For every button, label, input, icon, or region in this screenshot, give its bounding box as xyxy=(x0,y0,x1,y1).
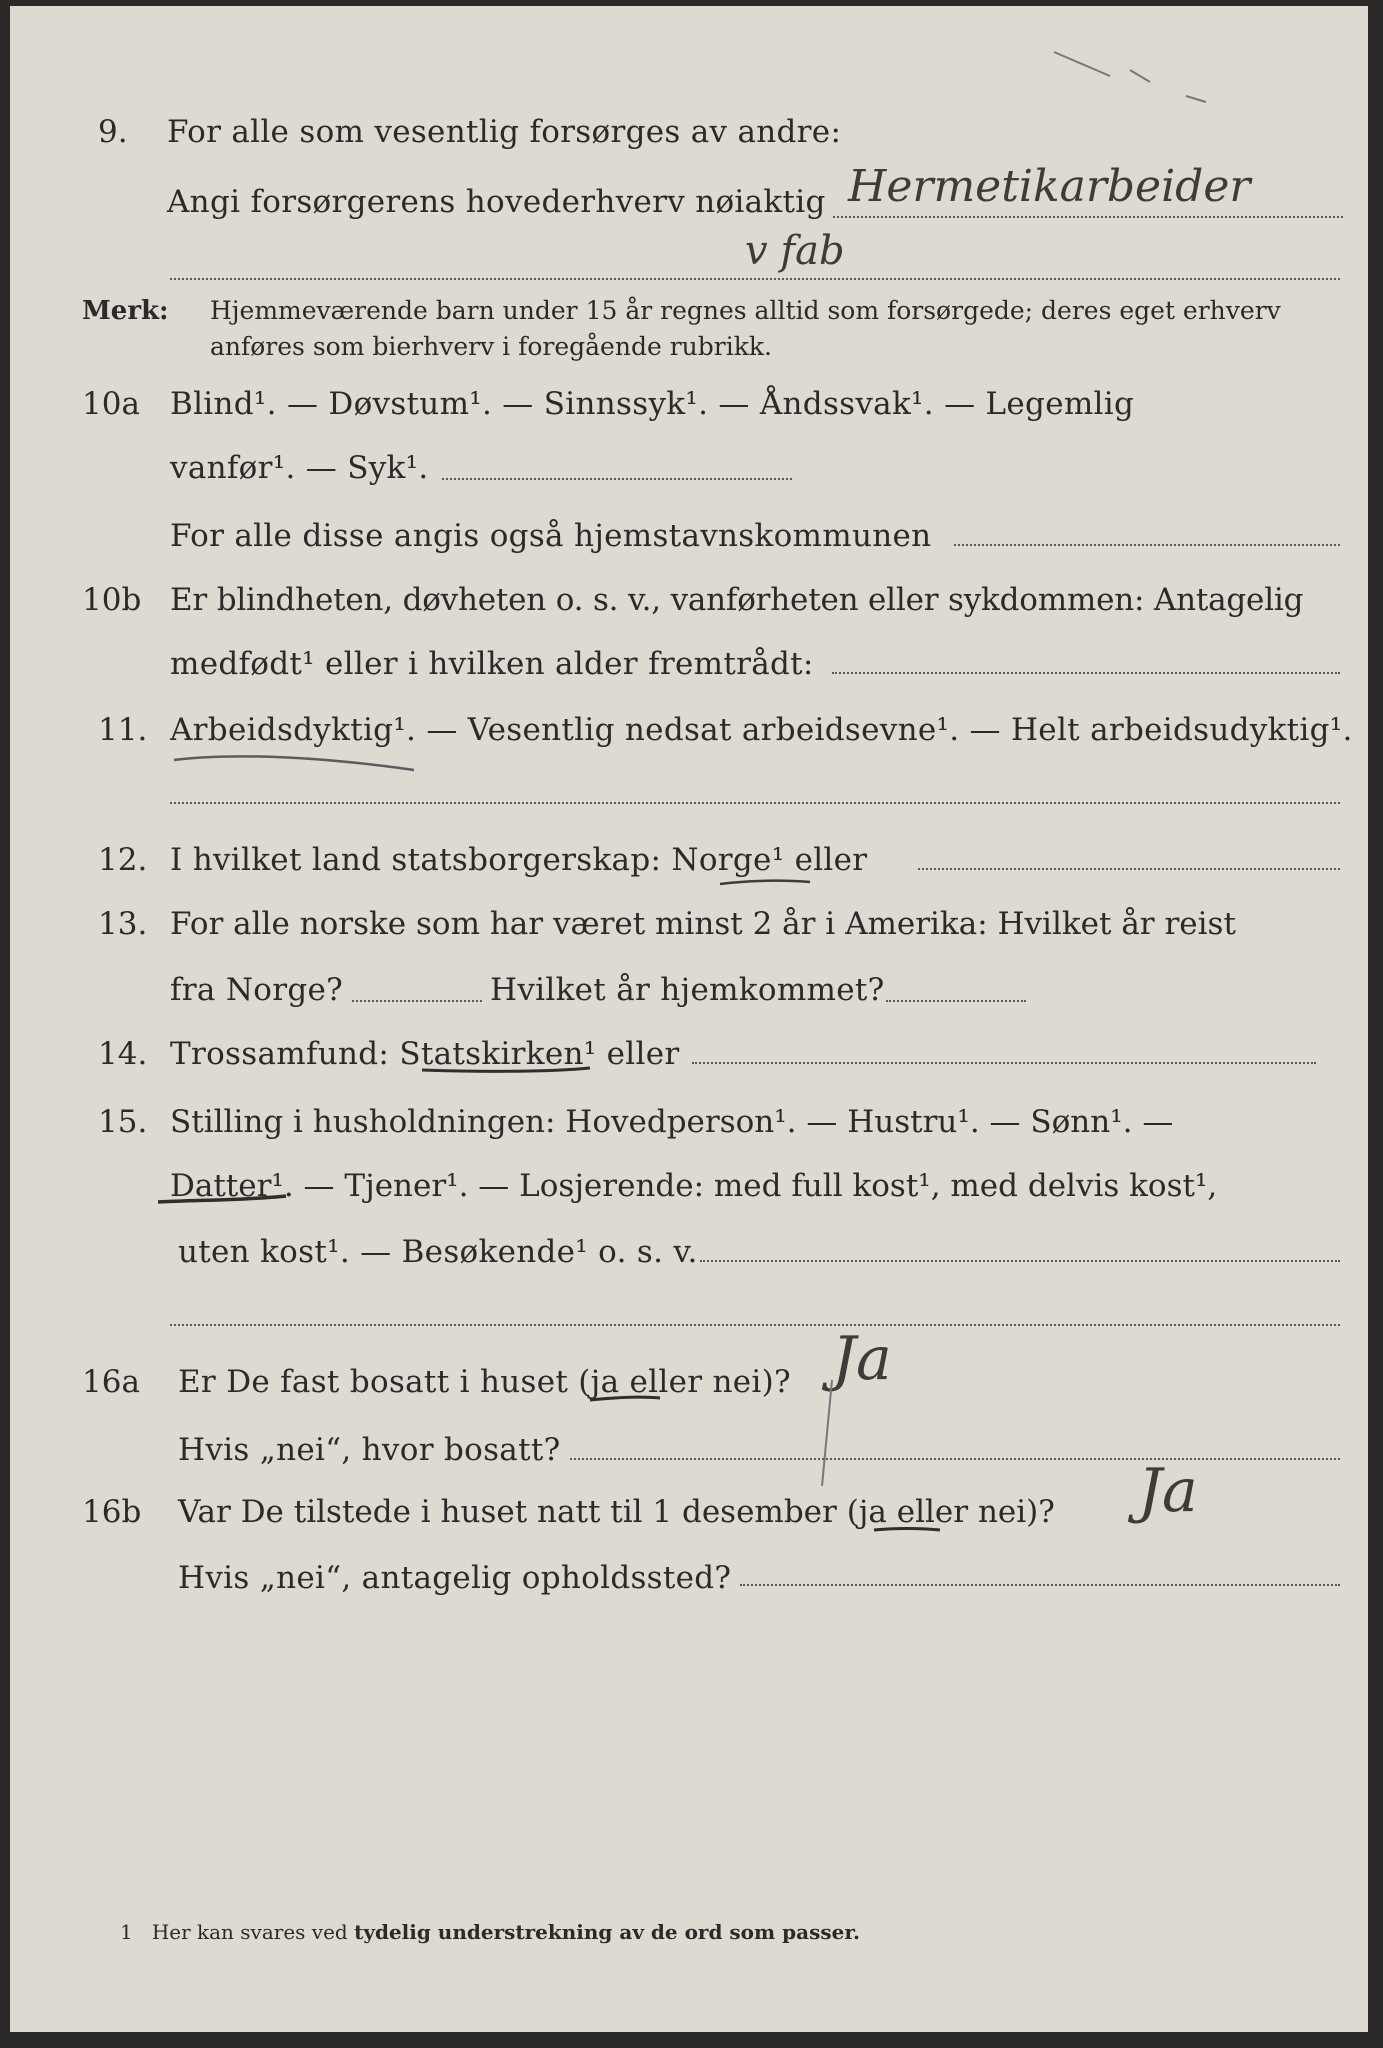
q9-handwriting-place: v fab xyxy=(745,228,845,274)
merk-label: Merk: xyxy=(82,296,169,326)
q11-answer-line[interactable] xyxy=(170,802,1340,804)
q13-line2a: fra Norge? xyxy=(170,972,344,1008)
q16b-number: 16b xyxy=(82,1494,142,1530)
q16b-handwriting-ja: Ja xyxy=(1138,1456,1198,1526)
q13-line1: For alle norske som har været minst 2 år i Amerika: Hvilket år reist xyxy=(170,906,1236,942)
q16a-answer-line[interactable] xyxy=(570,1458,1340,1460)
q10a-line1: Blind¹. — Døvstum¹. — Sinnssyk¹. — Åndssvak¹. — Legemlig xyxy=(170,386,1135,422)
merk-line2: anføres som bierhverv i foregående rubrikk. xyxy=(210,332,772,361)
q10a-line3: For alle disse angis også hjemstavnskommunen xyxy=(170,518,932,554)
q16a-line1 xyxy=(178,1364,791,1400)
q10b-line2: medfødt¹ eller i hvilken alder fremtrådt: xyxy=(170,646,814,682)
q10a-syk-line[interactable] xyxy=(442,478,792,480)
q16b-line1 xyxy=(178,1494,1055,1530)
q16a-line2: Hvis „nei“, hvor bosatt? xyxy=(178,1432,561,1468)
q9-extra-line[interactable] xyxy=(170,278,1340,280)
q15-line2 xyxy=(170,1168,1217,1204)
q9-line2: Angi forsørgerens hovederhverv nøiaktig xyxy=(167,184,826,220)
footnote-prefix: Her kan svares ved xyxy=(151,1920,355,1944)
q10b-number: 10b xyxy=(82,582,142,618)
q13-number: 13. xyxy=(98,906,148,942)
q16b-option-ja[interactable]: (ja xyxy=(846,1494,887,1530)
q11-rest: — Vesentlig nedsat arbeidsevne¹. — Helt arbeidsudyktig¹. xyxy=(416,712,1353,748)
census-form-page xyxy=(10,6,1368,2032)
q12-prefix: I hvilket land statsborgerskap: xyxy=(170,842,672,878)
q10b-answer-line[interactable] xyxy=(832,672,1340,674)
q16a-number: 16a xyxy=(82,1364,140,1400)
q10b-line1: Er blindheten, døvheten o. s. v., vanførheten eller sykdommen: Antagelig xyxy=(170,582,1304,618)
q13-reist-line[interactable] xyxy=(352,1000,482,1002)
q14-line xyxy=(170,1036,680,1072)
q15-option-datter[interactable]: Datter¹. xyxy=(170,1168,294,1204)
q14-suffix: eller xyxy=(596,1036,680,1072)
q11-line1 xyxy=(170,712,1353,748)
q12-option-norge[interactable]: Norge¹ xyxy=(671,842,785,878)
q12-answer-line[interactable] xyxy=(918,868,1340,870)
q13-hjemkommet-line[interactable] xyxy=(886,1000,1026,1002)
q9-line1: For alle som vesentlig forsørges av andre: xyxy=(167,114,842,150)
q16b-prefix: Var De tilstede i huset natt til 1 desember xyxy=(178,1494,847,1530)
q16a-option-ja[interactable]: (ja xyxy=(578,1364,620,1400)
q14-answer-line[interactable] xyxy=(692,1062,1316,1064)
q16a-suffix: eller nei)? xyxy=(619,1364,791,1400)
q15-line1: Stilling i husholdningen: Hovedperson¹. — Hustru¹. — Sønn¹. — xyxy=(170,1104,1174,1140)
q11-option-arbeidsdyktig[interactable]: Arbeidsdyktig¹. xyxy=(170,712,417,748)
footnote-bold: tydelig understrekning av de ord som passer. xyxy=(354,1920,860,1944)
q15-line2-rest: — Tjener¹. — Losjerende: med full kost¹, med delvis kost¹, xyxy=(293,1168,1218,1204)
q9-number: 9. xyxy=(98,114,128,150)
q12-suffix: eller xyxy=(784,842,868,878)
q13-line2b: Hvilket år hjemkommet? xyxy=(490,972,885,1008)
q16a-prefix: Er De fast bosatt i huset xyxy=(178,1364,579,1400)
q14-option-statskirken[interactable]: Statskirken¹ xyxy=(399,1036,597,1072)
q16b-answer-line[interactable] xyxy=(740,1584,1340,1586)
q11-number: 11. xyxy=(98,712,148,748)
merk-line1: Hjemmeværende barn under 15 år regnes alltid som forsørgede; deres eget erhverv xyxy=(210,296,1281,325)
q10a-number: 10a xyxy=(82,386,140,422)
q14-prefix: Trossamfund: xyxy=(170,1036,400,1072)
q15-extra-line[interactable] xyxy=(170,1324,1340,1326)
q16b-line2: Hvis „nei“, antagelig opholdssted? xyxy=(178,1560,732,1596)
q10a-line2: vanfør¹. — Syk¹. xyxy=(170,450,429,486)
q16a-handwriting-ja: Ja xyxy=(832,1324,892,1394)
footnote-mark: 1 xyxy=(120,1920,133,1944)
q14-number: 14. xyxy=(98,1036,148,1072)
q15-answer-line[interactable] xyxy=(700,1260,1340,1262)
q12-line xyxy=(170,842,867,878)
q15-number: 15. xyxy=(98,1104,148,1140)
footnote xyxy=(120,1920,860,1944)
q9-answer-line[interactable] xyxy=(833,216,1343,218)
q10a-kommune-line[interactable] xyxy=(954,544,1340,546)
q12-number: 12. xyxy=(98,842,148,878)
q15-line3: uten kost¹. — Besøkende¹ o. s. v. xyxy=(178,1234,698,1270)
q9-handwriting-occupation: Hermetikarbeider xyxy=(848,161,1251,212)
q16b-suffix: eller nei)? xyxy=(886,1494,1055,1530)
